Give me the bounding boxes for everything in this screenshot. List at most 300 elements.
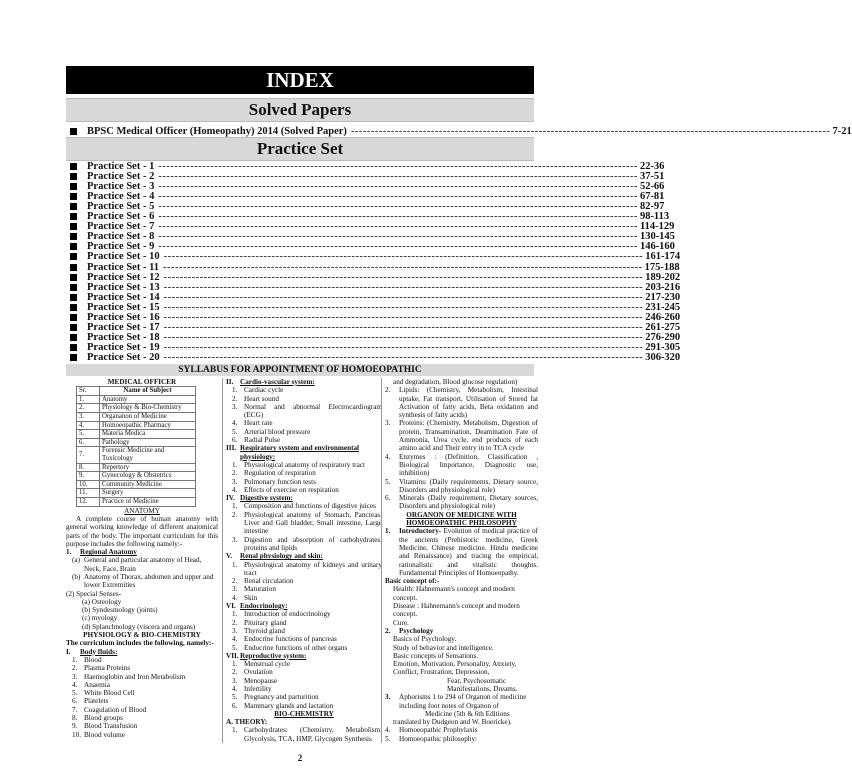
regional-anatomy-list <box>66 556 218 589</box>
list-item <box>385 453 538 478</box>
toc-entry-practice-set[interactable] <box>70 170 665 182</box>
toc-entry-label: Practice Set - 5 <box>87 200 155 212</box>
list-item-number: 2. <box>232 469 238 478</box>
solved-papers-heading: Solved Papers <box>66 98 534 122</box>
toc-entry-pages: 189-202 <box>645 271 681 283</box>
toc-entry-label: Practice Set - 3 <box>87 180 155 192</box>
toc-entry-practice-set[interactable] <box>70 251 681 263</box>
toc-entry-label: Practice Set - 6 <box>87 211 155 222</box>
list-item-number: 6. <box>72 697 78 706</box>
toc-entry-label: Practice Set - 4 <box>87 190 155 202</box>
square-bullet-icon <box>70 253 77 260</box>
list-line: (b) Syndesmology (joints) <box>82 606 158 615</box>
section-heading <box>226 494 382 502</box>
toc-entry-solved-paper[interactable] <box>70 124 852 138</box>
toc-entry-practice-set[interactable] <box>70 190 665 202</box>
list-item-text: Infertility <box>244 684 272 693</box>
list-item-number: 5. <box>385 734 391 743</box>
square-bullet-icon <box>70 344 77 351</box>
list-item <box>226 486 382 494</box>
square-bullet-icon <box>70 243 77 250</box>
subject-name: Pathology <box>100 438 196 447</box>
square-bullet-icon <box>70 193 77 200</box>
list-line: Emotion, Motivation, Personality, Anxiety, Conflict, Frustration, Depression, <box>393 660 517 677</box>
toc-entry-label: BPSC Medical Officer (Homeopathy) 2014 (Solved Paper) <box>87 125 347 137</box>
section-title: Respiratory system and environmental physiology: <box>240 444 360 461</box>
toc-entry-label: Practice Set - 8 <box>87 231 155 243</box>
square-bullet-icon <box>70 274 77 281</box>
list-item-number: 3. <box>232 402 238 411</box>
toc-entry-pages: 246-260 <box>645 312 681 323</box>
list-item-text: Anaemia <box>84 680 110 689</box>
subject-name: Community Medicine <box>100 480 196 489</box>
subject-name: Repertory <box>100 463 196 472</box>
list-item <box>66 706 218 714</box>
list-item <box>66 681 218 689</box>
toc-entry-pages: 82-97 <box>639 200 665 212</box>
list-item <box>226 619 382 627</box>
list-item-number: 2. <box>232 577 238 586</box>
list-item-number: 9. <box>72 722 78 731</box>
list-item-text: Pituitary gland <box>244 618 287 627</box>
list-item-text: Lipids: (Chemistry, Metabolism, Intestinal uptake, Fat transport, Utilisation of Stored fat Activation of fatty acids, Beta oxidation and synthesis of fatty acids) <box>399 386 538 420</box>
toc-entry-practice-set[interactable] <box>70 160 665 172</box>
list-item <box>385 735 538 743</box>
list-item <box>66 697 218 705</box>
subject-sr: 12. <box>77 498 100 507</box>
list-item-text: Physiological anatomy of Stomach, Pancreas, Liver and Gall bladder, Small intestine, Large intestine <box>244 510 382 536</box>
body-fluids-list <box>66 656 218 739</box>
list-item-text: Mammary glands and lactation <box>244 701 334 710</box>
list-item-text: Vitamins: (Daily requirements, Dietary source, Disorders and physiological role) <box>399 477 538 494</box>
list-item <box>226 502 382 510</box>
list-item-number: 1. <box>232 460 238 469</box>
list-item-number: 3. <box>232 585 238 594</box>
syllabus-column-2 <box>222 378 382 743</box>
toc-entry-pages: 52-66 <box>639 180 665 192</box>
toc-entry-practice-set[interactable] <box>70 211 670 222</box>
list-item-number: 3. <box>232 626 238 635</box>
list-item-number: 2. <box>385 386 391 395</box>
list-item-text: Ovulation <box>244 668 273 677</box>
list-item <box>226 702 382 710</box>
anatomy-intro: A complete course of human anatomy with general working knowledge of different anatomical parts of the body. The important curriculum for this purpose includes the following namely:- <box>66 514 218 548</box>
table-header-row <box>77 387 196 396</box>
square-bullet-icon <box>70 304 77 311</box>
square-bullet-icon <box>70 213 77 220</box>
section-heading <box>226 602 382 610</box>
dot-leader: ------------------------------------------------------------------------------------------------------------------------ <box>163 291 644 303</box>
list-item-text: Effects of exercise on respiration <box>244 485 339 494</box>
physiology-sections <box>226 378 382 710</box>
list-item-text: Physiological anatomy of respiratory tract <box>244 460 365 469</box>
syllabus-heading: SYLLABUS FOR APPOINTMENT OF HOMOEOPATHIC <box>66 364 534 376</box>
dot-leader: ------------------------------------------------------------------------------------------------------------------------ <box>163 332 644 344</box>
list-line: Basic concepts of Sensations. <box>393 651 479 660</box>
dot-leader: ------------------------------------------------------------------------------------------------------------------------ <box>350 125 831 137</box>
list-item <box>226 726 382 743</box>
subject-name: Forensic Medicine and Toxicology <box>100 447 196 463</box>
table-row <box>77 463 196 472</box>
psychology-lines <box>385 635 538 676</box>
toc-entry-practice-set[interactable] <box>70 271 681 283</box>
section-number: VII. <box>226 651 239 660</box>
list-item <box>226 610 382 618</box>
list-item-text: Platelets <box>84 697 109 706</box>
list-item-number: 4. <box>232 485 238 494</box>
dot-leader: ------------------------------------------------------------------------------------------------------------------------ <box>163 261 643 273</box>
toc-entry-label: Practice Set - 10 <box>87 251 160 263</box>
list-item <box>66 573 218 590</box>
list-item <box>385 386 538 419</box>
list-line: (d) Splanchnology (viscera and organs) <box>82 622 196 631</box>
dot-leader: ------------------------------------------------------------------------------------------------------------------------ <box>158 221 638 233</box>
subject-sr: 8. <box>77 463 100 472</box>
list-item-text: Homoeopathic Prophylaxis <box>399 726 478 735</box>
list-item-number: 1. <box>232 560 238 569</box>
list-item <box>226 635 382 643</box>
toc-entry-pages: 261-275 <box>645 322 681 334</box>
syllabus-column-3 <box>381 378 538 743</box>
list-item-text: Blood groups <box>84 714 123 723</box>
list-item-text: Blood Transfusion <box>84 722 138 731</box>
table-row <box>77 489 196 498</box>
toc-entry-pages: 98-113 <box>639 211 670 222</box>
square-bullet-icon <box>70 183 77 190</box>
list-item <box>66 673 218 681</box>
toc-entry-pages: 130-145 <box>639 231 675 243</box>
list-item-number: 4. <box>385 726 391 735</box>
toc-entry-pages: 7-21 <box>832 125 852 137</box>
list-item <box>226 644 382 652</box>
subject-name: Practice of Medicine <box>100 498 196 507</box>
list-item-number: 6. <box>232 436 238 445</box>
dot-leader: ------------------------------------------------------------------------------------------------------------------------ <box>163 312 644 323</box>
toc-entry-practice-set[interactable] <box>70 322 681 334</box>
aphorisms-editions: Medicine (5th & 6th Editions <box>425 709 510 718</box>
square-bullet-icon <box>70 203 77 210</box>
dot-leader: ------------------------------------------------------------------------------------------------------------------------ <box>158 231 638 243</box>
aphorisms-item: 3. Aphorisms 1 to 294 of Organon of medicine including foot notes of Organon of <box>385 693 527 710</box>
table-row <box>77 480 196 489</box>
toc-entry-practice-set[interactable] <box>70 231 675 243</box>
list-item-text: Regulation of respiration <box>244 469 316 478</box>
table-row <box>77 472 196 481</box>
section-title: Cardio-vascular system: <box>240 378 315 386</box>
list-item-number: 3. <box>72 672 78 681</box>
list-item-text: Plasma Proteins <box>84 664 131 673</box>
dot-leader: ------------------------------------------------------------------------------------------------------------------------ <box>163 281 644 293</box>
list-item <box>226 536 382 553</box>
list-line: (c) myology <box>82 614 118 623</box>
toc-entry-pages: 175-188 <box>644 261 680 273</box>
list-line: Health: Hahnemann's concept and modern concept. <box>393 585 515 602</box>
list-item-number: 2. <box>232 394 238 403</box>
aphorisms-translation: translated by Dudgeon and W. Boericke). <box>393 718 512 727</box>
dot-leader: ------------------------------------------------------------------------------------------------------------------------ <box>163 322 644 334</box>
dot-leader: ------------------------------------------------------------------------------------------------------------------------ <box>163 251 644 263</box>
toc-entry-label: Practice Set - 16 <box>87 312 160 323</box>
toc-entry-pages: 146-160 <box>639 241 675 253</box>
list-item-number: 1. <box>232 386 238 395</box>
toc-entry-pages: 114-129 <box>639 221 675 233</box>
table-row <box>77 447 196 463</box>
toc-entry-label: Practice Set - 18 <box>87 332 160 344</box>
psychology-heading: 2. Psychology <box>385 626 434 635</box>
section-title: Digestive system: <box>240 494 293 503</box>
toc-entry-pages: 291-305 <box>645 342 681 354</box>
list-item-number: 3. <box>385 419 391 428</box>
subject-name: Organanon of Medicine <box>100 413 196 422</box>
list-item-number: 8. <box>72 714 78 723</box>
table-row <box>77 498 196 507</box>
list-item <box>226 627 382 635</box>
list-item-number: 6. <box>232 701 238 710</box>
basic-concept-lines <box>385 585 538 626</box>
organon-heading: ORGANON OF MEDICINE WITH HOMOEOPATHIC PHILOSOPHY <box>406 510 517 528</box>
list-item <box>226 585 382 593</box>
list-item-number: 4. <box>232 684 238 693</box>
list-item-text: Endocrine functions of other organs <box>244 643 348 652</box>
list-line: Disease : Hahnemann's concept and modern concept. <box>393 602 520 619</box>
list-item-number: 1. <box>72 655 78 664</box>
toc-entry-practice-set[interactable] <box>70 281 681 293</box>
subject-sr: 11. <box>77 489 100 498</box>
square-bullet-icon <box>70 294 77 301</box>
section-number: IV. <box>226 494 235 503</box>
list-item-text: Heart rate <box>244 419 273 428</box>
list-item-text: Cardiac cycle <box>244 386 284 395</box>
list-item-number: 5. <box>72 689 78 698</box>
medical-officer-title: MEDICAL OFFICER <box>107 378 177 386</box>
toc-entry-practice-set[interactable] <box>70 200 665 212</box>
list-item-text: Maturation <box>244 585 276 594</box>
theory-list <box>226 726 382 743</box>
toc-entry-label: Practice Set - 17 <box>87 322 160 334</box>
anatomy-heading: ANATOMY <box>124 506 160 515</box>
list-item-number: 4. <box>232 593 238 602</box>
square-bullet-icon <box>70 314 77 321</box>
toc-entry-label: Practice Set - 12 <box>87 271 160 283</box>
physiology-heading: PHYSIOLOGY & BIO-CHEMISTRY <box>83 631 201 640</box>
list-item <box>385 726 538 734</box>
list-item-text: Radial Pulse <box>244 436 281 445</box>
section-heading <box>226 444 382 461</box>
toc-entry-pages: 306-320 <box>645 352 681 364</box>
subject-sr: 5. <box>77 430 100 439</box>
list-item-text: Composition and functions of digestive juices <box>244 502 376 511</box>
list-item-text: Blood volume <box>84 730 125 739</box>
special-senses-heading: (2) Special Senses- <box>66 589 122 598</box>
list-item <box>226 478 382 486</box>
toc-entry-label: Practice Set - 9 <box>87 241 155 253</box>
list-item-text: General and particular anatomy of Head, Neck, Face, Brain <box>84 556 202 573</box>
theory-heading: A. THEORY: <box>226 718 268 727</box>
body-fluids-heading: I. Body fluids: <box>66 647 118 656</box>
list-item-text: Pregnancy and parturition <box>244 693 319 702</box>
list-item-number: 6. <box>385 494 391 503</box>
list-item <box>226 511 382 536</box>
dot-leader: ------------------------------------------------------------------------------------------------------------------------ <box>163 301 644 313</box>
section-number: VI. <box>226 602 236 611</box>
dot-leader: ------------------------------------------------------------------------------------------------------------------------ <box>158 200 638 212</box>
toc-entry-label: Practice Set - 20 <box>87 352 160 364</box>
subject-name: Anatomy <box>100 395 196 404</box>
section-title: Renal physiology and skin: <box>240 552 323 561</box>
list-line: Basics of Psychology. <box>393 635 457 644</box>
toc-entry-practice-set[interactable] <box>70 241 675 253</box>
toc-entry-pages: 67-81 <box>639 190 665 202</box>
list-item <box>385 419 538 452</box>
toc-entry-pages: 161-174 <box>645 251 681 263</box>
toc-entry-practice-set[interactable] <box>70 342 681 354</box>
toc-entry-pages: 276-290 <box>645 332 681 344</box>
list-item <box>226 469 382 477</box>
list-item <box>66 731 218 739</box>
list-item-text: Introduction of endocrinology <box>244 610 331 619</box>
basic-concept-heading: Basic concept of:- <box>385 577 440 586</box>
subject-sr: 3. <box>77 413 100 422</box>
list-item <box>66 656 218 664</box>
dot-leader: ------------------------------------------------------------------------------------------------------------------------ <box>158 170 638 182</box>
table-row <box>77 404 196 413</box>
square-bullet-icon <box>70 334 77 341</box>
toc-entry-practice-set[interactable] <box>70 301 681 313</box>
list-item-text: Arterial blood pressure <box>244 427 311 436</box>
list-item <box>66 664 218 672</box>
list-item <box>66 714 218 722</box>
psychology-indented-lines <box>385 677 538 694</box>
subject-sr: 4. <box>77 421 100 430</box>
list-line: (a) Osteology <box>82 597 122 606</box>
toc-entry-practice-set[interactable] <box>70 261 680 273</box>
list-item <box>226 461 382 469</box>
list-item <box>226 668 382 676</box>
square-bullet-icon <box>70 163 77 170</box>
toc-entry-practice-set[interactable] <box>70 291 681 303</box>
subject-sr: 2. <box>77 404 100 413</box>
list-item-text: Physiological anatomy of kidneys and urinary tract <box>244 560 382 577</box>
list-item-text: Menstrual cycle <box>244 660 291 669</box>
regional-anatomy-heading: 1. Regional Anatomy <box>66 548 137 557</box>
toc-entry-pages: 37-51 <box>639 170 665 182</box>
list-item-text: White Blood Cell <box>84 689 135 698</box>
toc-entry-practice-set[interactable] <box>70 180 665 192</box>
list-item-number: 4. <box>232 635 238 644</box>
list-item-number: 5. <box>232 427 238 436</box>
dot-leader: ------------------------------------------------------------------------------------------------------------------------ <box>158 241 638 253</box>
toc-entry-label: Practice Set - 19 <box>87 342 160 354</box>
subject-name: Surgery <box>100 489 196 498</box>
toc-entry-pages: 231-245 <box>645 301 681 313</box>
list-item-text: Haemoglobin and Iron Metabolism <box>84 672 186 681</box>
list-item <box>66 689 218 697</box>
section-heading <box>226 552 382 560</box>
subject-name: Physiology & Bio-Chemistry <box>100 404 196 413</box>
list-item-text: Normal and abnormal Electrocardiogram (ECG) <box>244 402 382 420</box>
toc-entry-label: Practice Set - 2 <box>87 170 155 182</box>
list-item-number: 5. <box>385 477 391 486</box>
list-item-number: 1. <box>232 610 238 619</box>
biochem-items <box>385 386 538 510</box>
list-item-number: 4. <box>232 419 238 428</box>
section-title: Reproductive system: <box>240 651 307 660</box>
subject-name: Materia Medica <box>100 430 196 439</box>
list-item <box>226 419 382 427</box>
dot-leader: ------------------------------------------------------------------------------------------------------------------------ <box>158 190 638 202</box>
list-item-number: 5. <box>232 643 238 652</box>
toc-entry-pages: 217-230 <box>645 291 681 303</box>
toc-entry-practice-set[interactable] <box>70 312 681 323</box>
section-heading <box>226 378 382 386</box>
square-bullet-icon <box>70 223 77 230</box>
list-item-text: Endocrine functions of pancreas <box>244 635 337 644</box>
list-item-text: Renal circulation <box>244 577 294 586</box>
organon-more-list <box>385 726 538 743</box>
list-item-number: (a) <box>72 556 80 565</box>
list-item-number: 10. <box>72 730 81 739</box>
special-senses-list <box>66 598 218 631</box>
square-bullet-icon <box>70 324 77 331</box>
list-item-number: 2. <box>232 510 238 519</box>
list-item-number: (b) <box>72 572 81 581</box>
subject-sr: 1. <box>77 395 100 404</box>
dot-leader: ------------------------------------------------------------------------------------------------------------------------ <box>163 342 644 354</box>
list-line: Cure. <box>393 618 409 627</box>
list-item-text: Proteins: (Chemistry, Metabolism, Digestion of protein, Transamination, Deamination Fate of Ammonia, Urea cycle, end products of each amino acid and Their entry in to TCA cycle <box>399 419 538 453</box>
subject-sr: 7. <box>77 447 100 463</box>
continued-text: and degradation, Blood glucose regulation) <box>393 378 518 386</box>
list-item-text: Heart sound <box>244 394 279 403</box>
section-title: Endocrinology: <box>240 602 288 611</box>
list-item-number: 2. <box>232 668 238 677</box>
list-item <box>226 403 382 420</box>
list-item-text: Thyroid gland <box>244 626 285 635</box>
toc-entry-practice-set[interactable] <box>70 332 681 344</box>
introductory-text: Evolution of medical practice of the ancients (Prehistoric medicine, Greek Medicine, Chinese medicine. Hindu medicine and Renaissance) and tracing the empirical, rationalistic and vitalistic thoughts. Fundamental Principles of Homoeopathy. <box>399 527 538 577</box>
list-item-text: Blood <box>84 655 102 664</box>
square-bullet-icon <box>70 233 77 240</box>
toc-entry-label: Practice Set - 11 <box>87 261 160 273</box>
table-row <box>77 430 196 439</box>
list-item <box>226 685 382 693</box>
list-item-text: Minerals (Daily requirement, Dietary sources, Disorders and physiological role) <box>399 494 538 511</box>
table-row <box>77 421 196 430</box>
dot-leader: ------------------------------------------------------------------------------------------------------------------------ <box>158 211 638 222</box>
square-bullet-icon <box>70 128 77 135</box>
dot-leader: ------------------------------------------------------------------------------------------------------------------------ <box>163 271 644 283</box>
list-item-number: 3. <box>232 477 238 486</box>
dot-leader: ------------------------------------------------------------------------------------------------------------------------ <box>158 160 638 172</box>
toc-entry-practice-set[interactable] <box>70 221 675 233</box>
section-number: II. <box>226 378 234 386</box>
list-item <box>66 722 218 730</box>
list-item-number: 3. <box>232 535 238 544</box>
list-item-number: 1. <box>232 726 238 735</box>
list-item <box>226 395 382 403</box>
toc-entry-label: Practice Set - 1 <box>87 160 155 172</box>
subject-sr: 9. <box>77 472 100 481</box>
syllabus-column-1 <box>66 378 218 739</box>
list-item <box>226 660 382 668</box>
list-item-number: 4. <box>385 452 391 461</box>
list-item <box>385 478 538 495</box>
section-number: V. <box>226 552 233 561</box>
table-row <box>77 395 196 404</box>
list-item-number: 2. <box>232 618 238 627</box>
page-number: 2 <box>297 753 303 763</box>
toc-entry-practice-set[interactable] <box>70 352 681 364</box>
